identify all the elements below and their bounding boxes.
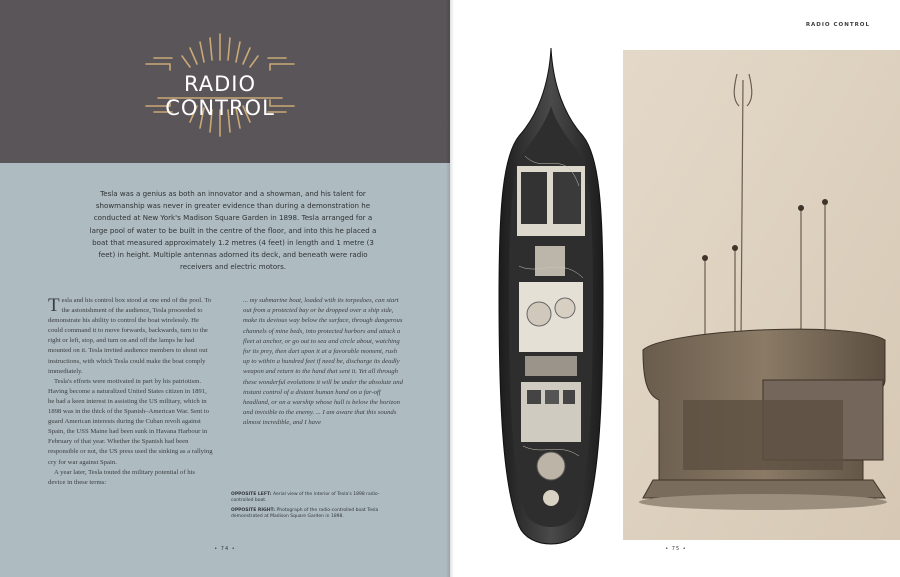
boat-photo: [623, 50, 900, 540]
caption-left: OPPOSITE LEFT: Aerial view of the interior of Tesla's 1898 radio-controlled boat.: [231, 492, 380, 504]
caption-right: OPPOSITE RIGHT: Photograph of the radio-controlled boat Tesla demonstrated at Madison Square Garden in 1898.: [231, 507, 379, 520]
boat-interior-photo: [495, 46, 607, 558]
running-head: RADIO CONTROL: [805, 22, 870, 28]
quote-column: [243, 296, 405, 429]
body-paragraph-1: Tesla and his control box stood at one end of the pool. To the astonishment of the audience, Tesla proceeded to demonstrate his ability to control the boat wirelessly. He could command it to move forwards, backwards, turn to the right or left, stop, and turn on and off the lamps he had mounted on it. Tesla invited audience members to shout out instructions, with which Tesla could make the boat comply immediately.: [48, 295, 212, 375]
photo-captions: [231, 492, 391, 524]
tesla-quote: ... my submarine boat, loaded with its torpedoes, can start out from a protected bay or be dropped over a ship side, make its devious way below the surface, through dangerous channels of mine beds, into protected harbors and attack a fleet at anchor, or go out to sea and circle about, watching for its prey, then dart upon it at a favorable moment, rush up to within a hundred feet if need be, discharge its deadly weapon and return to the hand that sent it. Yet all through these wonderful evolutions it will be under the absolute and instant control of a distant human hand on a far-off headland, or on a warship whose hull is below the horizon and invisible to the enemy. ... I am aware that this sounds almost incredible, and I have: [243, 297, 403, 427]
intro-paragraph: Tesla was a genius as both an innovator and a showman, and his talent for showmanship was never in greater evidence than during a demonstration he conducted at New York's Madison Square Garden in 1898. Tesla arranged for a large pool of water to be built in the centre of the floor, and into this he placed a boat that measured approximately 1.2 metres (4 feet) in length and 1 metre (3 feet) in height. Multiple antennas adorned its deck, and beneath were radio receivers and electric motors.: [89, 189, 377, 272]
page-number-left: • 74 •: [214, 546, 236, 552]
drop-cap: T: [48, 295, 60, 316]
body-paragraph-3: A year later, Tesla touted the military potential of his device in these terms:: [48, 468, 196, 486]
body-text-column: [48, 296, 214, 488]
page-gutter-shadow: [446, 0, 454, 577]
chapter-title: RADIO CONTROL: [165, 72, 275, 120]
page-number-right: • 75 •: [665, 546, 687, 552]
body-paragraph-2: Tesla's efforts were motivated in part by his patriotism. Having become a naturalized United States citizen in 1891, he had a keen interest in assisting the US military, which in 1898 was in the thick of the Spanish–American War. Sent to guard American interests during the Cuban revolt against Spain, the USS Maine had been sunk in Havana Harbour in February of that year. Whether the Spanish had been responsible or not, the US press used the sinking as a rallying cry for war against Spain.: [48, 377, 213, 466]
